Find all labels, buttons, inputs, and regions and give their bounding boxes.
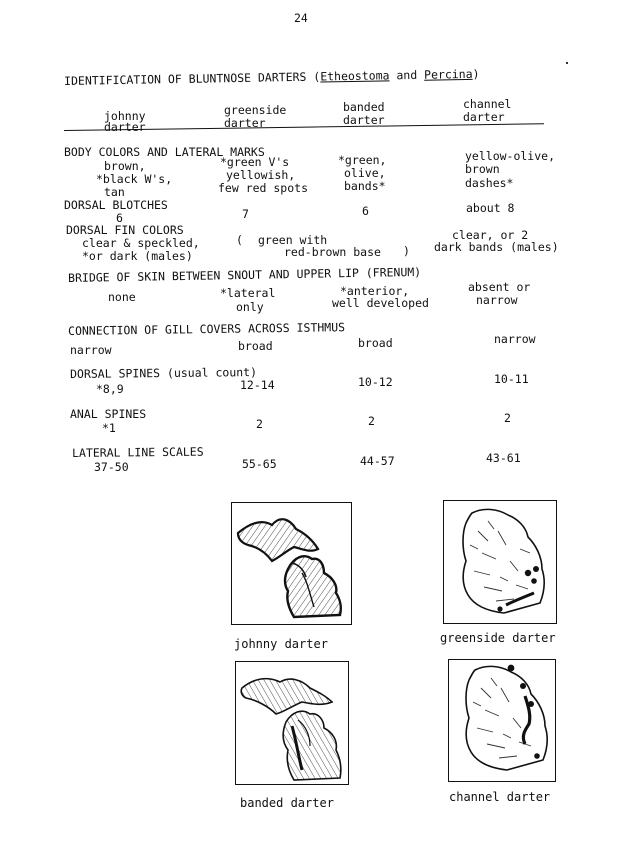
johnny-lateral: 37-50 (94, 460, 129, 474)
stray-mark (566, 62, 568, 64)
johnny-fin-1: clear & speckled, (82, 236, 200, 250)
channel-spines: 10-11 (494, 372, 529, 386)
header-banded-line1: banded (343, 100, 385, 114)
banded-lateral: 44-57 (360, 454, 395, 468)
channel-body-2: brown (465, 162, 500, 176)
map-channel-darter (448, 659, 556, 782)
banded-frenum-1: *anterior, (340, 284, 410, 298)
greenside-blotches: 7 (242, 207, 249, 221)
johnny-fin-2: *or dark (males) (82, 249, 193, 263)
michigan-map-greenside (444, 501, 556, 623)
johnny-body-2: *black W's, (96, 172, 173, 186)
channel-fin-2: dark bands (males) (434, 240, 559, 254)
row-label: DORSAL BLOTCHES (64, 198, 168, 212)
channel-frenum-2: narrow (476, 293, 518, 307)
michigan-map-channel (449, 660, 555, 781)
title-prefix: IDENTIFICATION OF BLUNTNOSE DARTERS ( (63, 69, 321, 88)
greenside-body-3: few red spots (218, 181, 309, 195)
johnny-gill: narrow (70, 343, 112, 357)
channel-body-1: yellow-olive, (465, 149, 556, 163)
michigan-map-banded (236, 662, 348, 784)
greenside-gill: broad (238, 339, 273, 353)
banded-body-2: olive, (344, 166, 386, 180)
header-johnny-line1: johnny (104, 109, 146, 123)
table-title (64, 68, 480, 88)
map-banded-darter (235, 661, 349, 785)
greenside-spines: 12-14 (240, 378, 275, 392)
banded-spines: 10-12 (358, 375, 393, 389)
fin-paren-open: ( (236, 233, 243, 247)
channel-blotches: about 8 (466, 201, 515, 215)
greenside-frenum-2: only (236, 300, 264, 314)
caption-channel-darter: channel darter (449, 790, 551, 804)
banded-anal: 2 (368, 414, 375, 428)
greenside-banded-fin-1: green with (258, 233, 328, 247)
fin-paren-close: ) (403, 244, 410, 258)
johnny-frenum: none (108, 290, 136, 304)
title-suffix: ) (472, 66, 480, 81)
channel-frenum-1: absent or (468, 280, 531, 294)
johnny-blotches: 6 (116, 211, 123, 225)
johnny-anal: *1 (102, 421, 116, 435)
channel-lateral: 43-61 (486, 451, 521, 465)
greenside-lateral: 55-65 (242, 457, 277, 471)
greenside-banded-fin-2: red-brown base (284, 245, 381, 259)
title-genus-percina: Percina (423, 66, 473, 82)
greenside-frenum-1: *lateral (220, 286, 276, 300)
header-greenside-line1: greenside (224, 103, 287, 117)
header-channel-line1: channel (463, 97, 512, 111)
banded-body-3: bands* (344, 179, 386, 193)
channel-fin-1: clear, or 2 (452, 228, 529, 242)
caption-banded-darter: banded darter (240, 796, 334, 810)
header-banded-line2: darter (343, 113, 385, 127)
michigan-map-johnny (232, 503, 351, 624)
title-and: and (389, 67, 425, 83)
header-greenside-line2: darter (224, 116, 266, 130)
row-label: BODY COLORS AND LATERAL MARKS (64, 145, 265, 159)
greenside-body-1: *green V's (220, 155, 290, 169)
header-johnny-line2: darter (104, 120, 146, 134)
row-label: DORSAL FIN COLORS (66, 223, 184, 237)
banded-frenum-2: well developed (332, 296, 429, 310)
greenside-body-2: yellowish, (226, 168, 296, 182)
banded-blotches: 6 (362, 204, 369, 218)
row-label: BRIDGE OF SKIN BETWEEN SNOUT AND UPPER LIP (FRENUM) (67, 264, 422, 285)
caption-johnny-darter: johnny darter (234, 637, 328, 651)
greenside-anal: 2 (256, 417, 263, 431)
row-label: LATERAL LINE SCALES (71, 444, 204, 460)
johnny-body-3: tan (104, 185, 125, 199)
map-greenside-darter (443, 500, 557, 624)
banded-gill: broad (358, 336, 393, 350)
johnny-body-1: brown, (104, 159, 146, 173)
row-label: CONNECTION OF GILL COVERS ACROSS ISTHMUS (67, 320, 346, 338)
channel-anal: 2 (504, 411, 511, 425)
caption-greenside-darter: greenside darter (440, 631, 556, 645)
johnny-spines: *8,9 (96, 382, 124, 396)
map-johnny-darter (231, 502, 352, 625)
channel-gill: narrow (494, 332, 536, 346)
title-genus-etheostoma: Etheostoma (320, 68, 390, 84)
header-channel-line2: darter (463, 110, 505, 124)
page-number: 24 (294, 11, 308, 25)
channel-body-3: dashes* (465, 176, 514, 190)
banded-body-1: *green, (338, 153, 387, 167)
row-label: DORSAL SPINES (usual count) (69, 365, 258, 381)
row-label: ANAL SPINES (70, 407, 147, 421)
